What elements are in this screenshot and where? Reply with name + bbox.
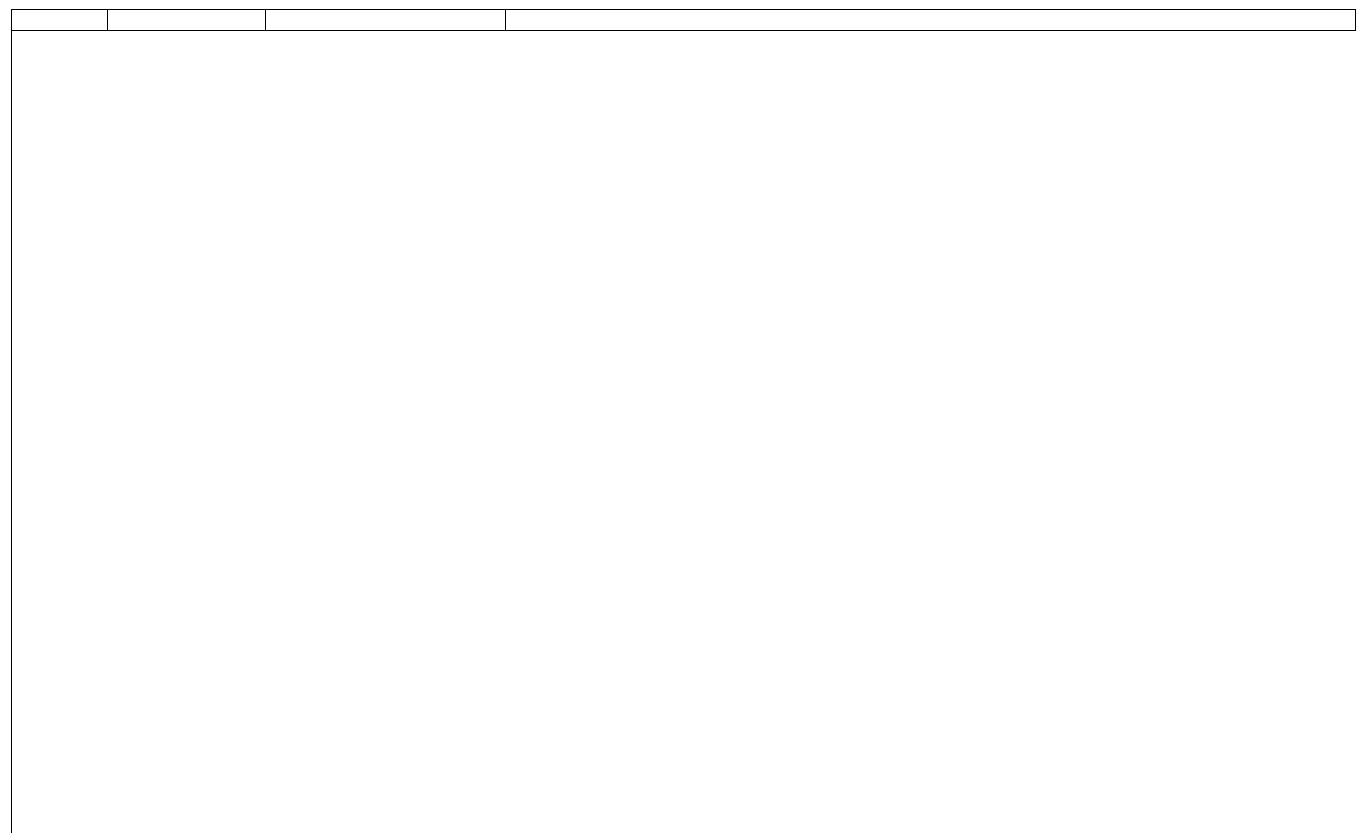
header-day[interactable] <box>266 9 506 31</box>
header-time[interactable] <box>11 9 108 31</box>
schedule-table <box>11 9 1356 833</box>
header-titles[interactable] <box>506 9 1356 31</box>
table-border <box>11 9 1356 833</box>
header-session[interactable] <box>108 9 266 31</box>
